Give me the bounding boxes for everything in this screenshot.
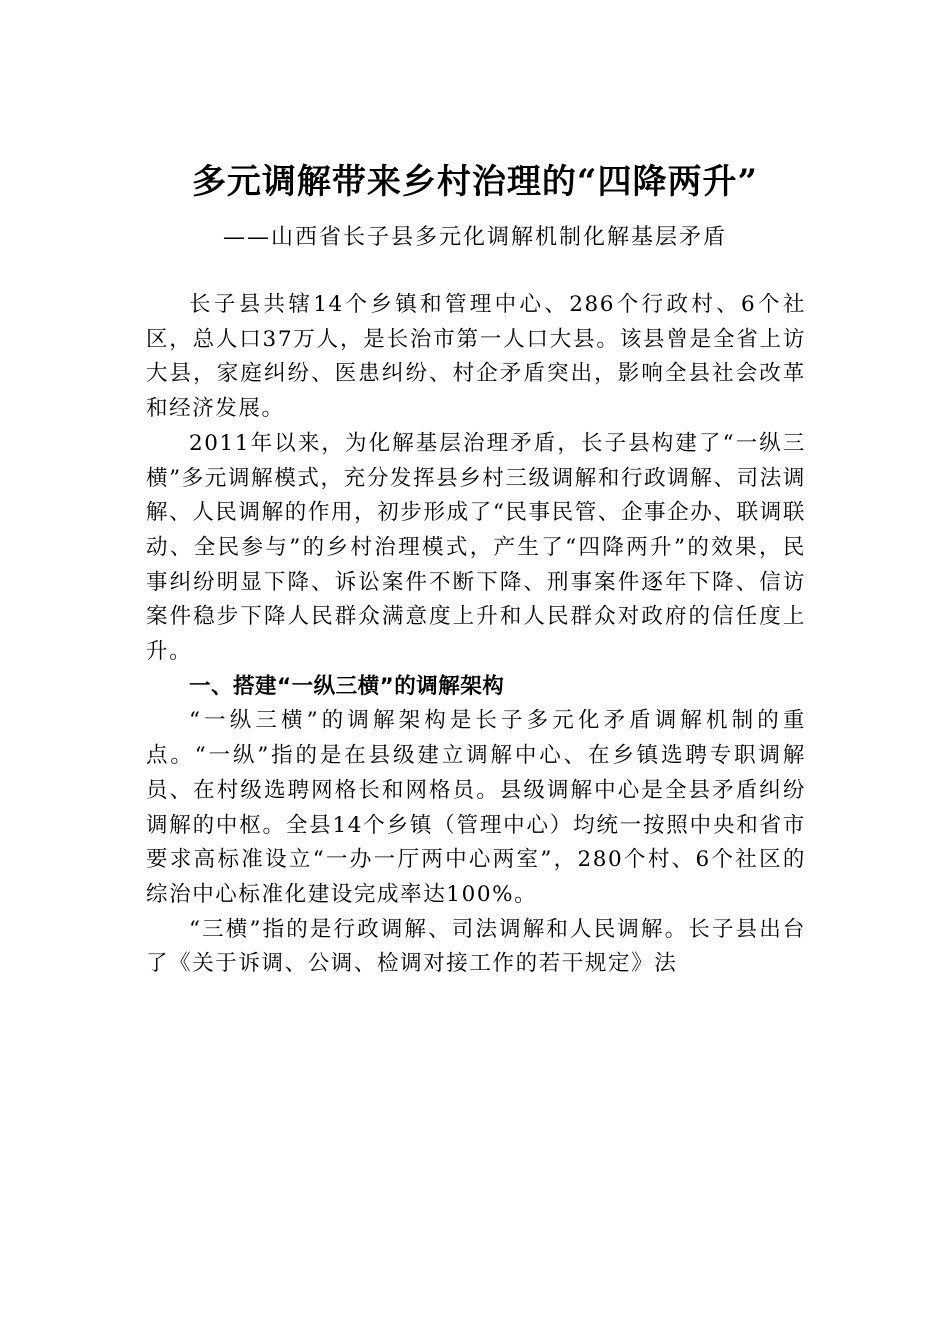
section-heading: 一、搭建“一纵三横”的调解架构 (189, 673, 505, 699)
document-title: 多元调解带来乡村治理的“四降两升” (191, 162, 759, 202)
document-body (146, 288, 806, 982)
paragraph-three-horizontal: “三横”指的是行政调解、司法调解和人民调解。长子县出台了《关于诉调、公调、检调对接工作的若干规定》法 (146, 916, 806, 977)
paragraph-background: 2011年以来，为化解基层治理矛盾，长子县构建了“一纵三横”多元调解模式，充分发挥县乡村三级调解和行政调解、司法调解、人民调解的作用，初步形成了“民事民管、企事企办、联调联动、全民参与”的乡村治理模式，产生了“四降两升”的效果，民事纠纷明显下降、诉讼案件不断下降、刑事案件逐年下降、信访案件稳步下降人民群众满意度上升和人民群众对政府的信任度上升。 (146, 430, 806, 665)
paragraph-intro: 长子县共辖14个乡镇和管理中心、286个行政村、6个社区，总人口37万人，是长治市第一人口大县。该县曾是全省上访大县，家庭纠纷、医患纠纷、村企矛盾突出，影响全县社会改革和经济发展。 (146, 292, 806, 422)
paragraph-one-vertical: “一纵三横”的调解架构是长子多元化矛盾调解机制的重点。“一纵”指的是在县级建立调解中心、在乡镇选聘专职调解员、在村级选聘网格长和网格员。县级调解中心是全县矛盾纠纷调解的中枢。全县14个乡镇（管理中心）均统一按照中央和省市要求高标准设立“一办一厅两中心两室”，280个村、6个社区的综治中心标准化建设完成率达100%。 (146, 708, 806, 907)
document-subtitle: ——山西省长子县多元化调解机制化解基层矛盾 (222, 225, 727, 250)
